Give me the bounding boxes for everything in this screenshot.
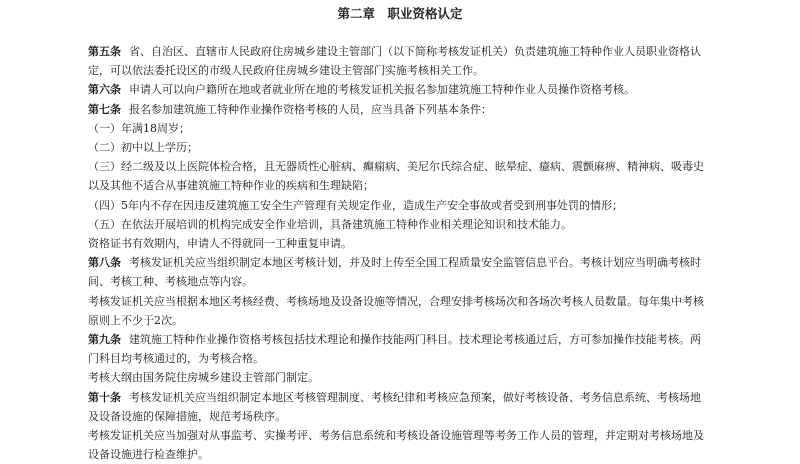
paragraph	[88, 388, 708, 426]
paragraph	[88, 80, 708, 99]
paragraph	[88, 215, 708, 234]
article-label: 第五条	[88, 45, 121, 58]
paragraph	[88, 157, 708, 195]
paragraph-text: 申请人可以向户籍所在地或者就业所在地的考核发证机关报名参加建筑施工特种作业人员操作资格考核。	[129, 83, 635, 97]
paragraph-text: （四）5年内不存在因违反建筑施工安全生产管理有关规定作业，造成生产安全事故或者受到刑事处罚的情形；	[88, 198, 623, 212]
paragraph-text: 建筑施工特种作业操作资格考核包括技术理论和操作技能两门科目。技术理论考核通过后，方可参加操作技能考核。两门科目均考核通过的，为考核合格。	[88, 333, 701, 366]
article-label: 第六条	[88, 83, 121, 97]
paragraph	[88, 100, 708, 119]
paragraph-text: 省、自治区、直辖市人民政府住房城乡建设主管部门（以下简称考核发证机关）负责建筑施工特种作业人员职业资格认定，可以依法委托设区的市级人民政府住房城乡建设主管部门实施考核相关工作。	[88, 45, 701, 78]
article-label: 第八条	[88, 256, 121, 270]
paragraph	[88, 426, 708, 464]
document-body	[88, 42, 708, 464]
paragraph	[88, 368, 708, 387]
paragraph	[88, 138, 708, 157]
paragraph-text: 资格证书有效期内，申请人不得就同一工种重复申请。	[88, 237, 352, 251]
paragraph	[88, 196, 708, 215]
paragraph	[88, 234, 708, 253]
paragraph-text: （五）在依法开展培训的机构完成安全作业培训，具备建筑施工特种作业相关理论知识和技术能力。	[88, 217, 572, 231]
paragraph-text: 考核发证机关应当组织制定本地区考核计划，并及时上传至全国工程质量安全监管信息平台。考核计划应当明确考核时间、考核工种、考核地点等内容。	[88, 256, 701, 289]
article-label: 第十条	[88, 390, 121, 404]
paragraph-text: 考核大纲由国务院住房城乡建设主管部门制定。	[88, 371, 319, 385]
article-label: 第七条	[88, 102, 121, 116]
paragraph	[88, 253, 708, 291]
paragraph-text: 考核发证机关应当加强对从事监考、实操考评、考务信息系统和考核设备设施管理等考务工作人员的管理，并定期对考核场地及设备设施进行检查维护。	[88, 429, 704, 462]
chapter-title: 第二章 职业资格认定	[337, 6, 463, 21]
paragraph-text: 报名参加建筑施工特种作业操作资格考核的人员，应当具备下列基本条件：	[129, 102, 492, 116]
paragraph-text: （二）初中以上学历；	[88, 141, 198, 155]
paragraph	[88, 42, 708, 80]
paragraph-text: 考核发证机关应当组织制定本地区考核管理制度、考核纪律和考核应急预案，做好考核设备、考务信息系统、考核场地及设备设施的保障措施，规范考场秩序。	[88, 390, 701, 423]
article-label: 第九条	[88, 333, 121, 347]
paragraph	[88, 292, 708, 330]
paragraph	[88, 330, 708, 368]
paragraph-text: 考核发证机关应当根据本地区考核经费、考核场地及设备设施等情况，合理安排考核场次和各场次考核人员数量。每年集中考核原则上不少于2次。	[88, 294, 704, 327]
paragraph-text: （一）年满18周岁；	[88, 121, 190, 135]
paragraph-text: （三）经二级及以上医院体检合格，且无器质性心脏病、癫痫病、美尼尔氏综合症、眩晕症、癔病、震颤麻痹、精神病、吸毒史以及其他不适合从事建筑施工特种作业的疾病和生理缺陷；	[88, 160, 704, 193]
paragraph	[88, 119, 708, 138]
